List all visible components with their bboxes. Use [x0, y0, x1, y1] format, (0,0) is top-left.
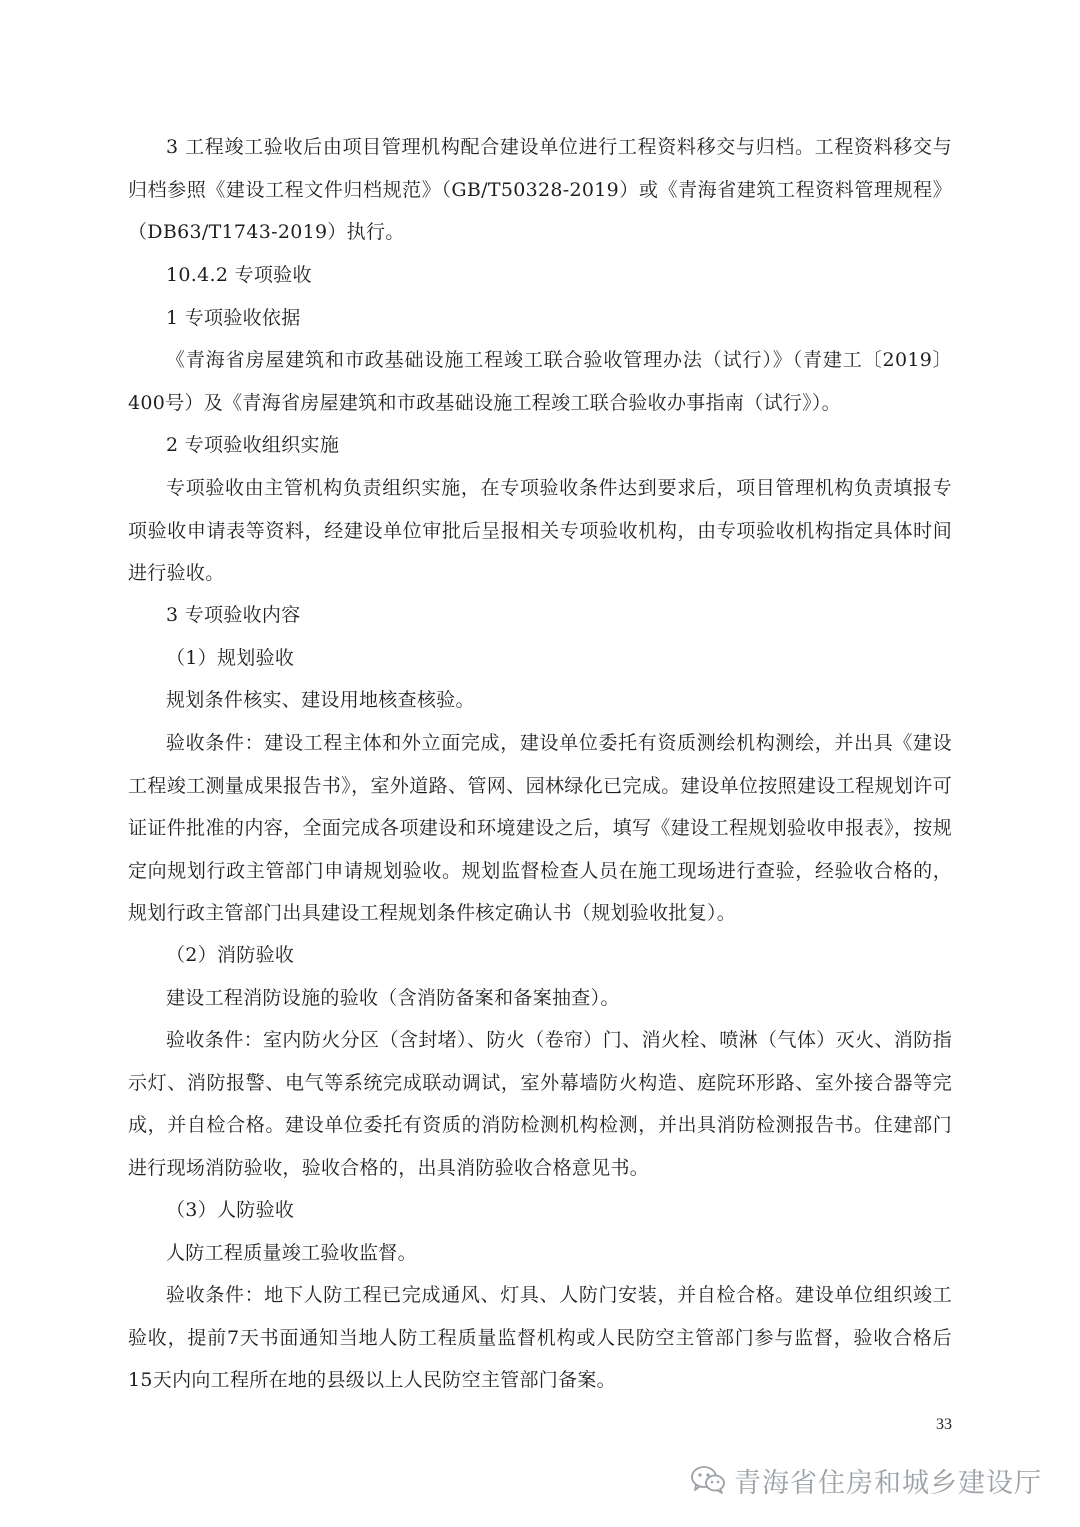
item-civil-defense-heading: （3）人防验收 — [166, 1199, 295, 1221]
subheading-basis: 1 专项验收依据 — [166, 307, 301, 329]
section-heading-10-4-2: 10.4.2 专项验收 — [166, 264, 312, 286]
subheading-organization: 2 专项验收组织实施 — [166, 434, 340, 456]
paragraph-fire-scope: 建设工程消防设施的验收（含消防备案和备案抽查）。 — [166, 987, 620, 1009]
subheading-content: 3 专项验收内容 — [166, 604, 301, 626]
paragraph-planning-conditions: 验收条件：建设工程主体和外立面完成，建设单位委托有资质测绘机构测绘，并出具《建设工程竣工测量成果报告书》，室外道路、管网、园林绿化已完成。建设单位按照建设工程规划许可证证件批准的内容，全面完成各项建设和环境建设之后，填写《建设工程规划验收申报表》，按规定向规划行政主管部门申请规划验收。规划监督检查人员在施工现场进行查验，经验收合格的，规划行政主管部门出具建设工程规划条件核定确认书（规划验收批复）。 — [128, 732, 952, 924]
page-number: 33 — [936, 1416, 952, 1433]
item-fire-heading: （2）消防验收 — [166, 944, 295, 966]
paragraph-fire-conditions: 验收条件：室内防火分区（含封堵）、防火（卷帘）门、消火栓、喷淋（气体）灭火、消防指示灯、消防报警、电气等系统完成联动调试，室外幕墙防火构造、庭院环形路、室外接合器等完成，并自检合格。建设单位委托有资质的消防检测机构检测，并出具消防检测报告书。住建部门进行现场消防验收，验收合格的，出具消防验收合格意见书。 — [128, 1029, 952, 1179]
paragraph-organization: 专项验收由主管机构负责组织实施，在专项验收条件达到要求后，项目管理机构负责填报专项验收申请表等资料，经建设单位审批后呈报相关专项验收机构，由专项验收机构指定具体时间进行验收。 — [128, 477, 952, 584]
item-planning-heading: （1）规划验收 — [166, 647, 295, 669]
paragraph-planning-scope: 规划条件核实、建设用地核查核验。 — [166, 689, 475, 711]
paragraph-basis: 《青海省房屋建筑和市政基础设施工程竣工联合验收管理办法（试行）》（青建工〔2019〕400号）及《青海省房屋建筑和市政基础设施工程竣工联合验收办事指南（试行》）。 — [128, 349, 952, 414]
paragraph-archive-transfer: 3 工程竣工验收后由项目管理机构配合建设单位进行工程资料移交与归档。工程资料移交与归档参照《建设工程文件归档规范》（GB/T50328-2019）或《青海省建筑工程资料管理规程》（DB63/T1743-2019）执行。 — [128, 136, 952, 243]
paragraph-civil-defense-scope: 人防工程质量竣工验收监督。 — [166, 1242, 417, 1264]
wechat-icon — [690, 1464, 726, 1496]
watermark-text: 青海省住房和城乡建设厅 — [734, 1467, 1042, 1499]
watermark — [690, 1460, 1042, 1500]
paragraph-civil-defense-conditions: 验收条件：地下人防工程已完成通风、灯具、人防门安装，并自检合格。建设单位组织竣工验收，提前7天书面通知当地人防工程质量监督机构或人民防空主管部门参与监督，验收合格后15天内向工程所在地的县级以上人民防空主管部门备案。 — [128, 1284, 952, 1391]
